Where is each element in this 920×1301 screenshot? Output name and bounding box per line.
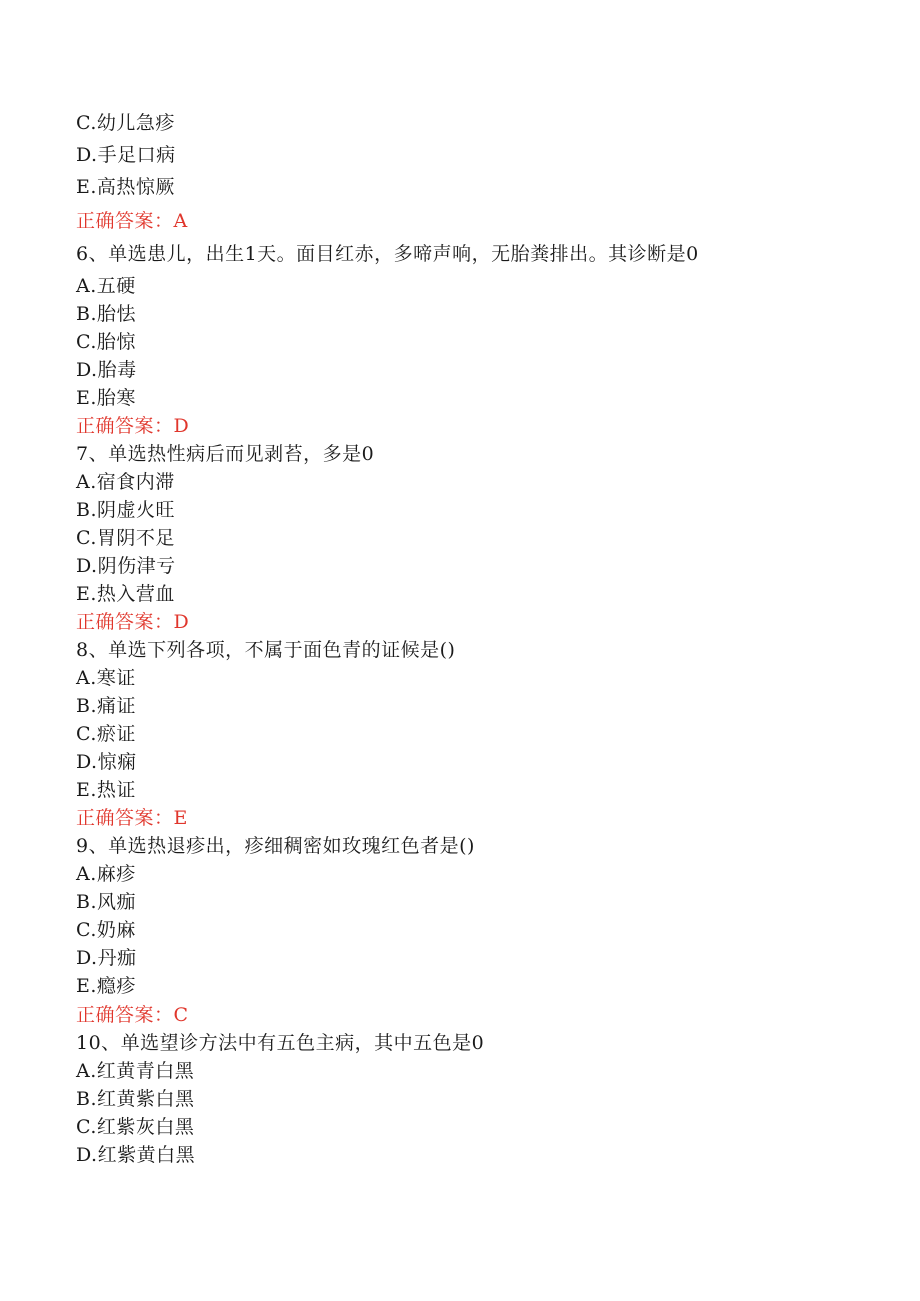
option-line: B.红黄紫白黑	[76, 1088, 195, 1110]
answer-line	[76, 806, 188, 830]
answer-label: 正确答案：	[76, 611, 174, 633]
option-line: D.阴伤津亏	[76, 555, 176, 577]
answer-line	[76, 414, 189, 438]
option-line: E.胎寒	[76, 387, 136, 409]
option-line: A.红黄青白黑	[76, 1060, 195, 1082]
option-line: B.痛证	[76, 695, 137, 717]
answer-value: D	[173, 415, 190, 437]
option-line: D.惊痫	[76, 751, 137, 773]
option-line: D.胎毒	[76, 359, 137, 381]
option-line: A.五硬	[76, 275, 136, 297]
answer-line	[76, 209, 188, 233]
option-line: E.高热惊厥	[76, 176, 175, 198]
question-line: 9、单选热退疹出，疹细稠密如玫瑰红色者是()	[76, 835, 475, 857]
answer-label: 正确答案：	[76, 807, 174, 829]
option-line: C.红紫灰白黑	[76, 1116, 195, 1138]
option-line: E.热证	[76, 779, 136, 801]
answer-value: E	[173, 807, 188, 829]
option-line: A.麻疹	[76, 863, 136, 885]
option-line: B.风痂	[76, 891, 137, 913]
option-line: B.胎怯	[76, 303, 137, 325]
question-line: 7、单选热性病后而见剥苔，多是0	[76, 443, 375, 465]
option-line: B.阴虚火旺	[76, 499, 176, 521]
answer-label: 正确答案：	[76, 1004, 174, 1026]
option-line: D.丹痂	[76, 947, 137, 969]
option-line: A.宿食内滞	[76, 471, 175, 493]
question-line: 10、单选望诊方法中有五色主病，其中五色是0	[76, 1032, 485, 1054]
answer-line	[76, 1003, 189, 1027]
answer-label: 正确答案：	[76, 415, 174, 437]
option-line: C.胃阴不足	[76, 527, 175, 549]
option-line: E.热入营血	[76, 583, 175, 605]
option-line: D.红紫黄白黑	[76, 1144, 196, 1166]
option-line: C.胎惊	[76, 331, 136, 353]
option-line: C.幼儿急疹	[76, 112, 175, 134]
question-line: 8、单选下列各项，不属于面色青的证候是()	[76, 639, 456, 661]
answer-value: A	[173, 210, 188, 232]
option-line: A.寒证	[76, 667, 136, 689]
option-line: E.瘾疹	[76, 975, 136, 997]
answer-value: D	[173, 611, 190, 633]
option-line: D.手足口病	[76, 144, 176, 166]
answer-value: C	[173, 1004, 189, 1026]
question-line: 6、单选患儿，出生1天。面目红赤，多啼声响，无胎粪排出。其诊断是0	[76, 243, 699, 265]
answer-label: 正确答案：	[76, 210, 174, 232]
answer-line	[76, 610, 189, 634]
option-line: C.瘀证	[76, 723, 136, 745]
option-line: C.奶麻	[76, 919, 136, 941]
